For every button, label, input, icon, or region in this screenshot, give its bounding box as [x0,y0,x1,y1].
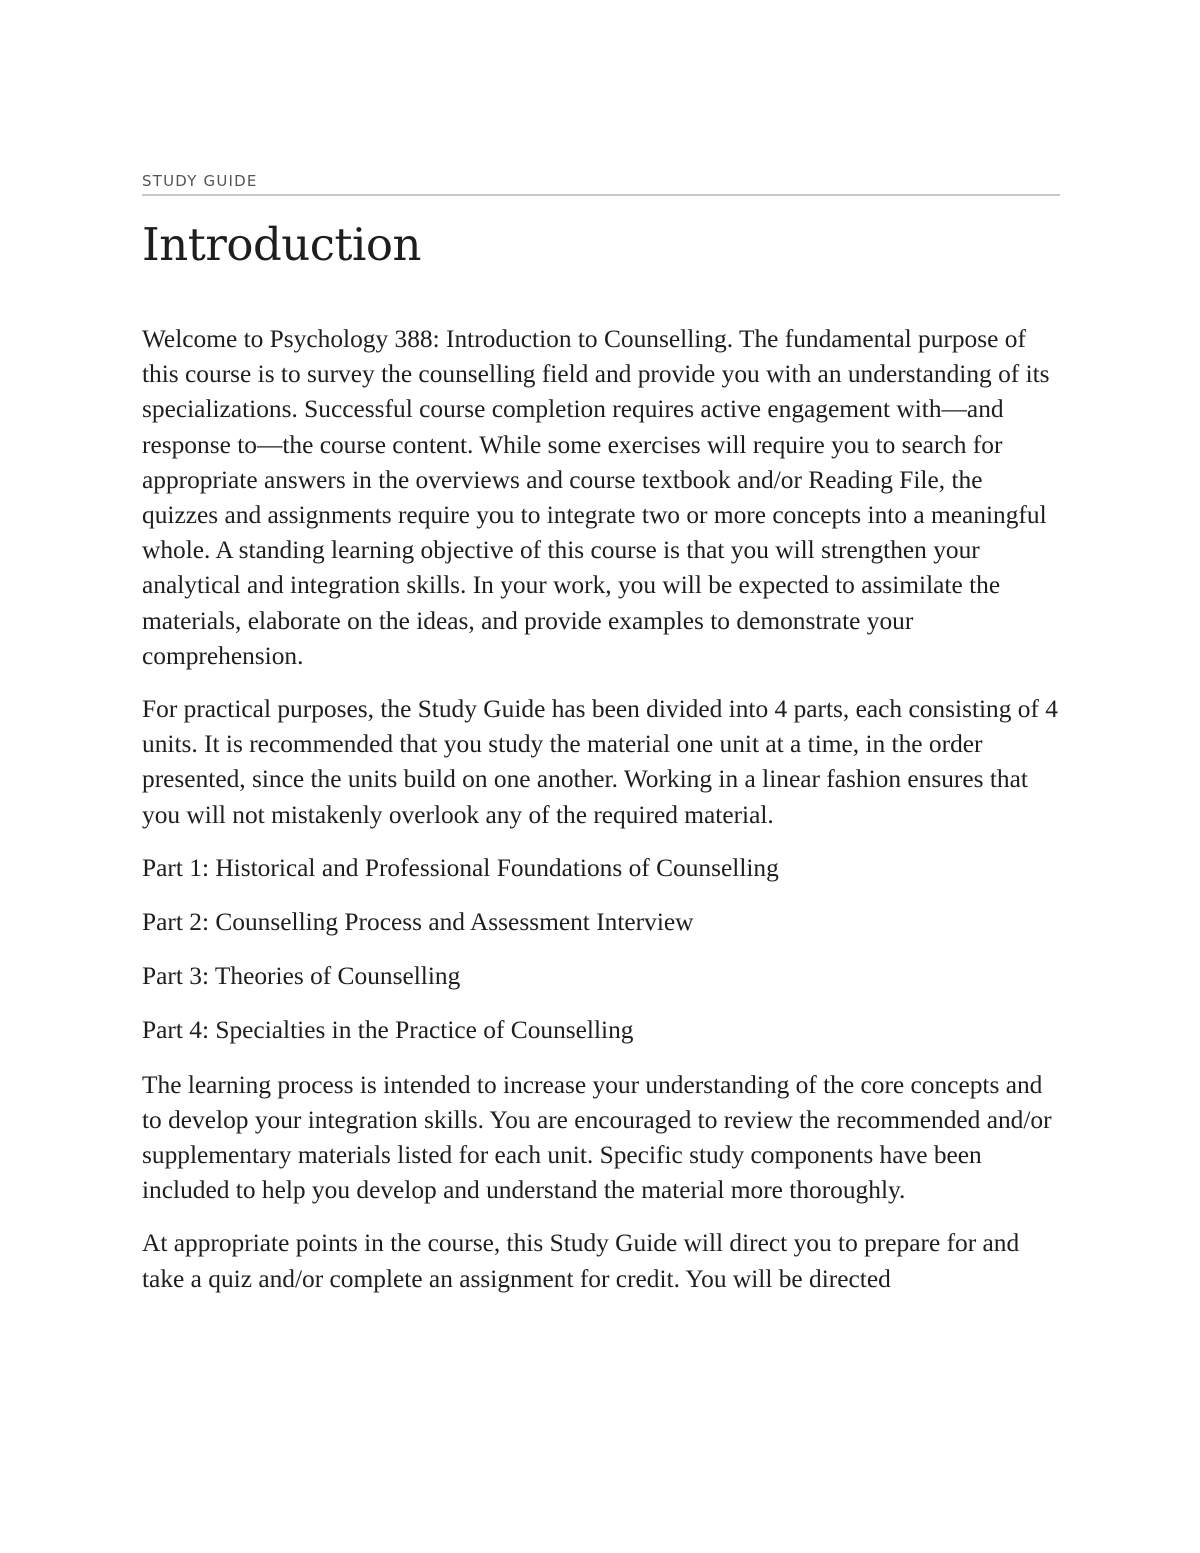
running-head: STUDY GUIDE [142,172,1060,196]
part-item-4: Part 4: Specialties in the Practice of Counselling [142,1016,634,1045]
intro-paragraph: Welcome to Psychology 388: Introduction to Counselling. The fundamental purpose of this course is to survey the counselling field and provide you with an understanding of its specializations. Successful course completion requires active engagement with—and response to—the course content. While some exercises will require you to search for appropriate answers in the overviews and course textbook and/or Reading File, the quizzes and assignments require you to integrate two or more concepts into a meaningful whole. A standing learning objective of this course is that you will strengthen your analytical and integration skills. In your work, you will be expected to assimilate the materials, elaborate on the ideas, and provide examples to demonstrate your comprehension. [142,325,1050,670]
assessment-paragraph: At appropriate points in the course, this Study Guide will direct you to prepare for and take a quiz and/or complete an assignment for credit. You will be directed [142,1229,1020,1293]
learning-process-paragraph: The learning process is intended to increase your understanding of the core concepts and to develop your integration skills. You are encouraged to review the recommended and/or supplementary materials listed for each unit. Specific study components have been included to help you develop and understand the material more thoroughly. [142,1070,1052,1205]
part-item-2: Part 2: Counselling Process and Assessment Interview [142,908,694,937]
page-title: Introduction [142,218,421,271]
body-text [142,322,1060,1297]
page-content [142,172,1060,1315]
structure-paragraph: For practical purposes, the Study Guide has been divided into 4 parts, each consisting of 4 units. It is recommended that you study the material one unit at a time, in the order presented, since the units build on one another. Working in a linear fashion ensures that you will not mistakenly overlook any of the required material. [142,695,1058,829]
part-item-3: Part 3: Theories of Counselling [142,962,461,991]
part-item-1: Part 1: Historical and Professional Foundations of Counselling [142,853,779,882]
